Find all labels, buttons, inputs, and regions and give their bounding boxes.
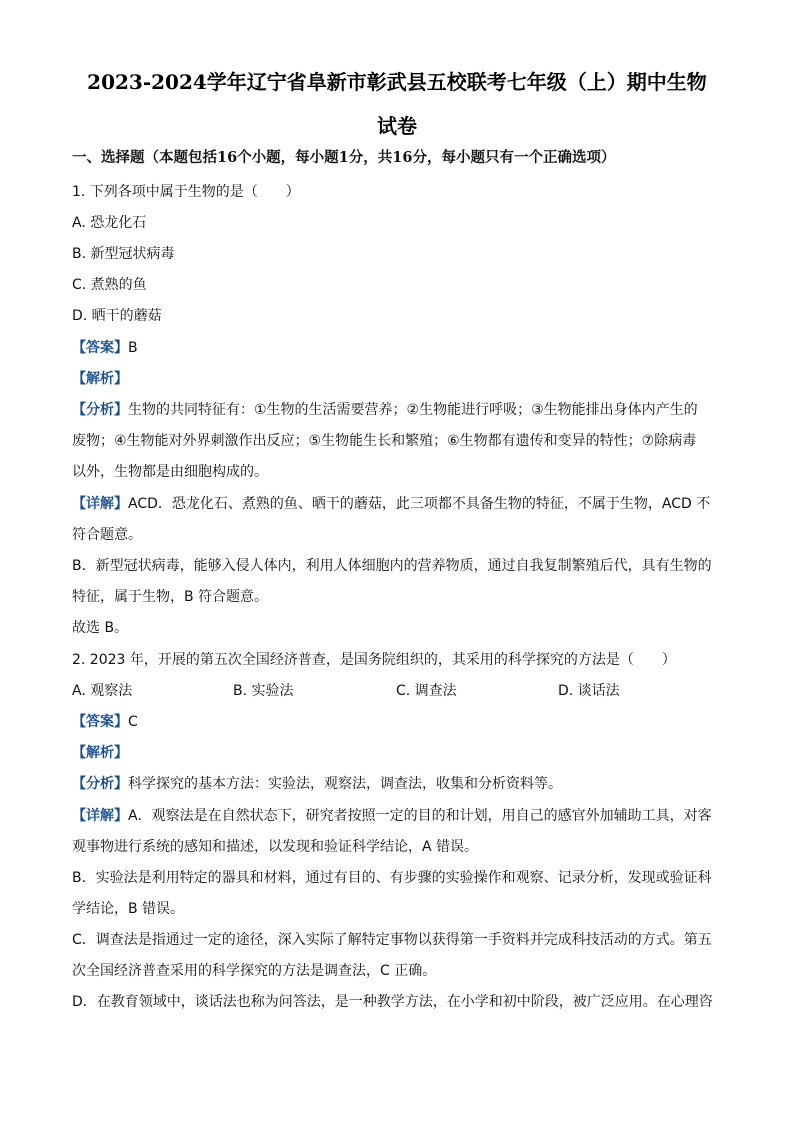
question-2-xiangjie-line-6: 次全国经济普查采用的科学探究的方法是调查法，C 正确。 xyxy=(72,963,437,979)
question-2-xiangjie-line-7: D．在教育领域中，谈话法也称为问答法，是一种教学方法，在小学和初中阶段，被广泛应用。在心理咨 xyxy=(72,994,713,1010)
question-2-fenxi-line-1 xyxy=(72,774,724,794)
question-1-analysis-heading xyxy=(72,369,724,389)
analysis-tag: 【解析】 xyxy=(72,745,128,761)
answer-tag: 【答案】 xyxy=(72,714,128,730)
fenxi-text: 生物的共同特征有：①生物的生活需要营养；②生物能进行呼吸；③生物能排出身体内产生的 xyxy=(128,402,698,418)
question-1-stem: 1. 下列各项中属于生物的是（ ） xyxy=(72,184,300,200)
question-2-xiangjie-line-4: 学结论，B 错误。 xyxy=(72,901,185,917)
question-1-option-d: D. 晒干的蘑菇 xyxy=(72,308,162,324)
question-2-analysis-heading xyxy=(72,743,724,763)
question-1-option-b: B. 新型冠状病毒 xyxy=(72,246,175,262)
question-2-stem: 2. 2023 年，开展的第五次全国经济普查，是国务院组织的，其采用的科学探究的方法是（ ） xyxy=(72,652,676,668)
fenxi-text: 科学探究的基本方法：实验法，观察法，调查法，收集和分析资料等。 xyxy=(128,776,562,792)
question-1-fenxi-line-3: 以外，生物都是由细胞构成的。 xyxy=(72,464,268,480)
question-1-option-c: C. 煮熟的鱼 xyxy=(72,277,147,293)
fenxi-tag: 【分析】 xyxy=(72,402,128,418)
xiangjie-text: A．观察法是在自然状态下，研究者按照一定的目的和计划，用自己的感官外加辅助工具，对客 xyxy=(128,808,712,824)
document-title-line-1: 2023-2024学年辽宁省阜新市彰武县五校联考七年级（上）期中生物 xyxy=(87,70,707,94)
answer-tag: 【答案】 xyxy=(72,340,128,356)
question-2-option-d: D. 谈话法 xyxy=(558,683,620,699)
question-1-fenxi-line-1 xyxy=(72,400,724,420)
section-heading: 一、选择题（本题包括16个小题，每小题1分，共16分，每小题只有一个正确选项） xyxy=(72,149,616,166)
xiangjie-tag: 【详解】 xyxy=(72,496,128,512)
question-1-xiangjie-line-3: B．新型冠状病毒，能够入侵人体内，利用人体细胞内的营养物质，通过自我复制繁殖后代，具有生物的 xyxy=(72,558,712,574)
question-1-option-a: A. 恐龙化石 xyxy=(72,215,147,231)
question-2-xiangjie-line-5: C．调查法是指通过一定的途径，深入实际了解特定事物以获得第一手资料并完成科技活动的方式。第五 xyxy=(72,932,712,948)
question-1-xiangjie-line-1 xyxy=(72,494,724,514)
question-1-xiangjie-line-4: 特征，属于生物，B 符合题意。 xyxy=(72,589,269,605)
question-1-conclusion: 故选 B。 xyxy=(72,620,129,636)
question-2-answer xyxy=(72,712,724,732)
question-1-xiangjie-line-2: 符合题意。 xyxy=(72,527,142,543)
xiangjie-text: ACD．恐龙化石、煮熟的鱼、晒干的蘑菇，此三项都不具备生物的特征，不属于生物，ACD 不 xyxy=(128,496,711,512)
question-2-option-a: A. 观察法 xyxy=(72,683,133,699)
question-1-fenxi-line-2: 废物；④生物能对外界刺激作出反应；⑤生物能生长和繁殖；⑥生物都有遗传和变异的特性；⑦除病毒 xyxy=(72,433,697,449)
question-1-answer xyxy=(72,338,724,358)
analysis-tag: 【解析】 xyxy=(72,371,128,387)
document-title-line-2: 试卷 xyxy=(377,114,417,138)
question-2-xiangjie-line-1 xyxy=(72,806,724,826)
xiangjie-tag: 【详解】 xyxy=(72,808,128,824)
question-2-option-b: B. 实验法 xyxy=(233,683,294,699)
fenxi-tag: 【分析】 xyxy=(72,776,128,792)
answer-value: C xyxy=(128,714,138,730)
question-2-option-c: C. 调查法 xyxy=(396,683,457,699)
question-2-xiangjie-line-2: 观事物进行系统的感知和描述，以发现和验证科学结论，A 错误。 xyxy=(72,839,479,855)
answer-value: B xyxy=(128,340,138,356)
question-2-xiangjie-line-3: B．实验法是利用特定的器具和材料，通过有目的、有步骤的实验操作和观察、记录分析，发现或验证科 xyxy=(72,870,712,886)
